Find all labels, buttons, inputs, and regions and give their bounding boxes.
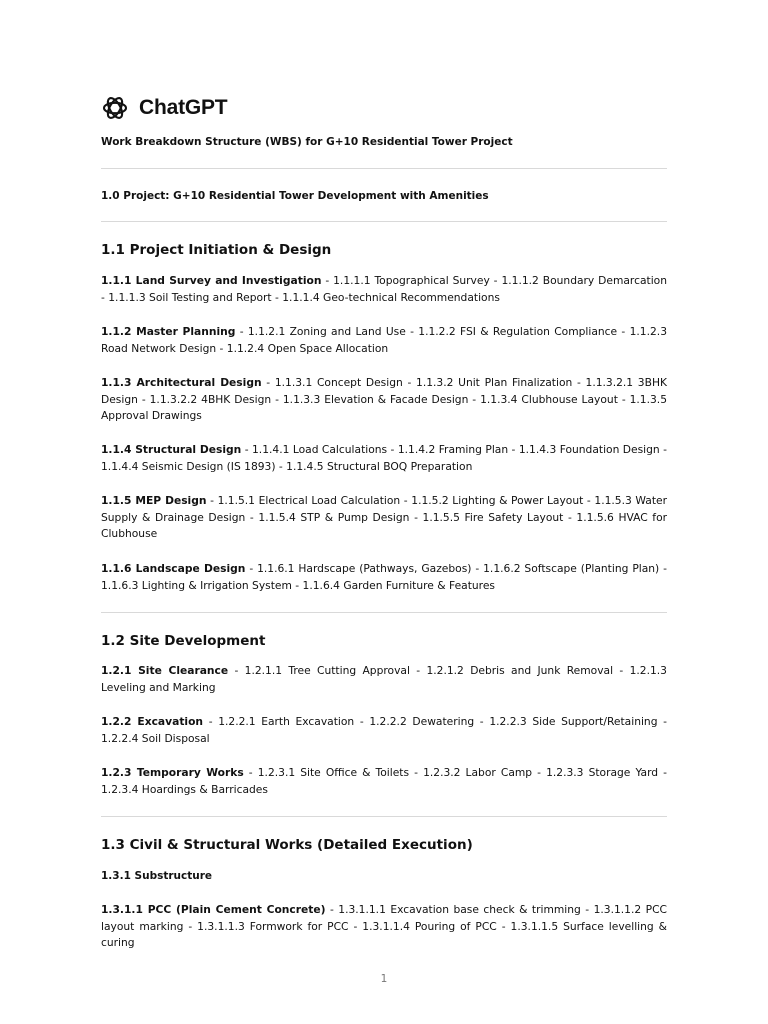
divider <box>101 816 667 817</box>
wbs-item-text: - 1.2.3.1 Site Office & Toilets - 1.2.3.2 Labor Camp - 1.2.3.3 Storage Yard - 1.2.3.4 Hoardings & Barricades <box>101 766 668 796</box>
wbs-item <box>101 493 667 543</box>
wbs-item <box>101 273 667 306</box>
wbs-item-text: - 1.1.1.1 Topographical Survey - 1.1.1.2 Boundary Demarcation - 1.1.1.3 Soil Testing and Report - 1.1.1.4 Geo-technical Recommendations <box>101 274 667 304</box>
wbs-item <box>101 714 667 747</box>
wbs-item-text: - 1.1.6.1 Hardscape (Pathways, Gazebos) - 1.1.6.2 Softscape (Planting Plan) - 1.1.6.3 Lighting & Irrigation System - 1.1.6.4 Garden Furniture & Features <box>101 562 667 592</box>
wbs-item-text: - 1.2.2.1 Earth Excavation - 1.2.2.2 Dewatering - 1.2.2.3 Side Support/Retaining - 1.2.2.4 Soil Disposal <box>101 715 667 745</box>
wbs-item-label: 1.2.3 Temporary Works <box>101 766 244 779</box>
divider <box>101 612 667 613</box>
wbs-item-text: - 1.2.1.1 Tree Cutting Approval - 1.2.1.2 Debris and Junk Removal - 1.2.1.3 Leveling and Marking <box>101 664 667 694</box>
openai-logo-icon <box>101 94 129 122</box>
divider <box>101 221 667 222</box>
section-heading: 1.3 Civil & Structural Works (Detailed Execution) <box>101 837 473 853</box>
wbs-item <box>101 442 667 475</box>
wbs-item <box>101 663 667 696</box>
document-title: Work Breakdown Structure (WBS) for G+10 Residential Tower Project <box>101 136 513 148</box>
wbs-item <box>101 902 667 952</box>
logo-text: ChatGPT <box>139 96 228 119</box>
subsection-heading: 1.3.1 Substructure <box>101 870 213 882</box>
wbs-item-text: - 1.1.3.1 Concept Design - 1.1.3.2 Unit Plan Finalization - 1.1.3.2.1 3BHK Design - 1.1.3.2.2 4BHK Design - 1.1.3.3 Elevation & Facade Design - 1.1.3.4 Clubhouse Layout - 1.1.3.5 Approval Drawings <box>101 376 667 423</box>
wbs-item-label: 1.1.6 Landscape Design <box>101 562 246 575</box>
wbs-item-label: 1.1.5 MEP Design <box>101 494 207 507</box>
wbs-item-label: 1.1.4 Structural Design <box>101 443 242 456</box>
wbs-item-label: 1.2.1 Site Clearance <box>101 664 229 677</box>
wbs-item-label: 1.1.1 Land Survey and Investigation <box>101 274 322 287</box>
wbs-item <box>101 765 667 798</box>
wbs-item-text: - 1.1.5.1 Electrical Load Calculation - 1.1.5.2 Lighting & Power Layout - 1.1.5.3 Water Supply & Drainage Design - 1.1.5.4 STP & Pump Design - 1.1.5.5 Fire Safety Layout - 1.1.5.6 HVAC for Clubhouse <box>101 494 667 541</box>
wbs-item-label: 1.1.2 Master Planning <box>101 325 236 338</box>
wbs-item-label: 1.1.3 Architectural Design <box>101 376 262 389</box>
page-number: 1 <box>380 973 388 985</box>
wbs-item-label: 1.3.1.1 PCC (Plain Cement Concrete) <box>101 903 326 916</box>
wbs-item-text: - 1.3.1.1.1 Excavation base check & trimming - 1.3.1.1.2 PCC layout marking - 1.3.1.1.3 Formwork for PCC - 1.3.1.1.4 Pouring of PCC - 1.3.1.1.5 Surface levelling & curing <box>101 903 667 950</box>
wbs-item <box>101 561 667 594</box>
section-heading: 1.1 Project Initiation & Design <box>101 242 332 258</box>
wbs-item-text: - 1.1.2.1 Zoning and Land Use - 1.1.2.2 FSI & Regulation Compliance - 1.1.2.3 Road Network Design - 1.1.2.4 Open Space Allocation <box>101 325 667 355</box>
project-title: 1.0 Project: G+10 Residential Tower Development with Amenities <box>101 190 489 202</box>
wbs-item <box>101 375 667 425</box>
wbs-item-text: - 1.1.4.1 Load Calculations - 1.1.4.2 Framing Plan - 1.1.4.3 Foundation Design - 1.1.4.4 Seismic Design (IS 1893) - 1.1.4.5 Structural BOQ Preparation <box>101 443 667 473</box>
section-heading: 1.2 Site Development <box>101 633 266 649</box>
divider <box>101 168 667 169</box>
wbs-item <box>101 324 667 357</box>
wbs-item-label: 1.2.2 Excavation <box>101 715 204 728</box>
chatgpt-logo <box>101 93 227 123</box>
